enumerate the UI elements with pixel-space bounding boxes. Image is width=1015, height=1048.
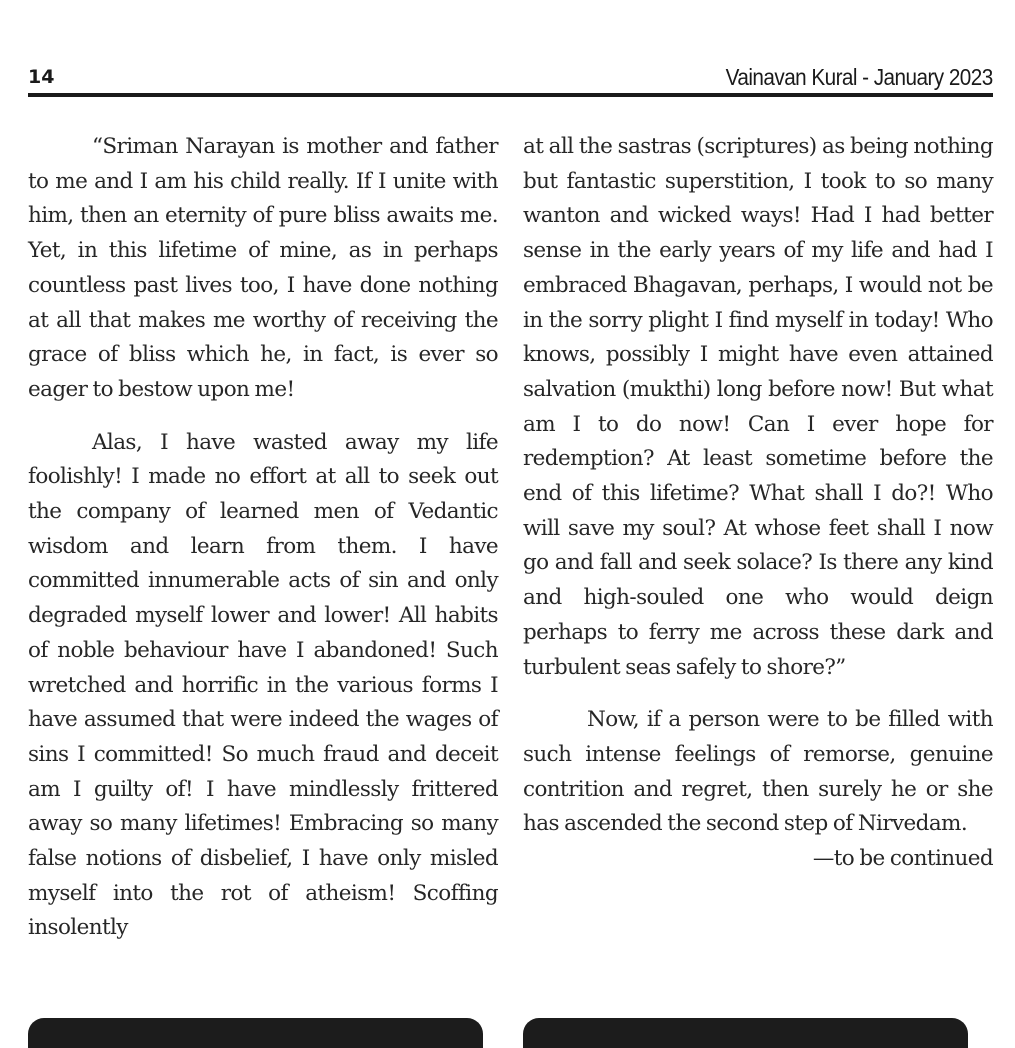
continued-note: —to be continued	[812, 846, 993, 872]
header-rule	[28, 93, 993, 97]
publication-title: Vainavan Kural - January 2023	[725, 64, 993, 90]
page-header	[28, 60, 993, 96]
paragraph: at all the sastras (scriptures) as being nothing but fantastic superstition, I took to so many wanton and wicked ways! Had I had better sense in the early years of my life and had I embraced Bhagavan, perhaps, I would not be in the sorry plight I find myself in today! Who knows, possibly I might have even attained salvation (mukthi) long before now! But what am I to do now! Can I ever hope for redemption? At least sometime before the end of this lifetime? What shall I do?! Who will save my soul? At whose feet shall I now go and fall and seek solace? Is there any kind and high-souled one who would deign perhaps to ferry me across these dark and turbulent seas safely to shore?”	[523, 134, 993, 680]
next-section-box-right	[523, 1018, 968, 1048]
paragraph: “Sriman Narayan is mother and father to me and I am his child really. If I unite with him, then an eternity of pure bliss awaits me. Yet, in this lifetime of mine, as in perhaps countless past lives too, I have done nothing at all that makes me worthy of receiving the grace of bliss which he, in fact, is ever so eager to bestow upon me!	[28, 134, 498, 402]
paragraph: Now, if a person were to be filled with such intense feelings of remorse, genuine contrition and regret, then surely he or she has ascended the second step of Nirvedam.	[523, 707, 993, 837]
left-column	[28, 130, 498, 946]
right-column	[523, 130, 993, 877]
paragraph: Alas, I have wasted away my life foolishly! I made no effort at all to seek out the company of learned men of Vedantic wisdom and learn from them. I have committed innumerable acts of sin and only degraded myself lower and lower! All habits of noble behaviour have I abandoned! Such wretched and horrific in the various forms I have assumed that were indeed the wages of sins I committed! So much fraud and deceit am I guilty of! I have mindlessly frittered away so many lifetimes! Embracing so many false notions of disbelief, I have only misled myself into the rot of atheism! Scoffing insolently	[28, 429, 498, 941]
next-section-box-left	[28, 1018, 483, 1048]
page-number: 14	[28, 66, 55, 88]
